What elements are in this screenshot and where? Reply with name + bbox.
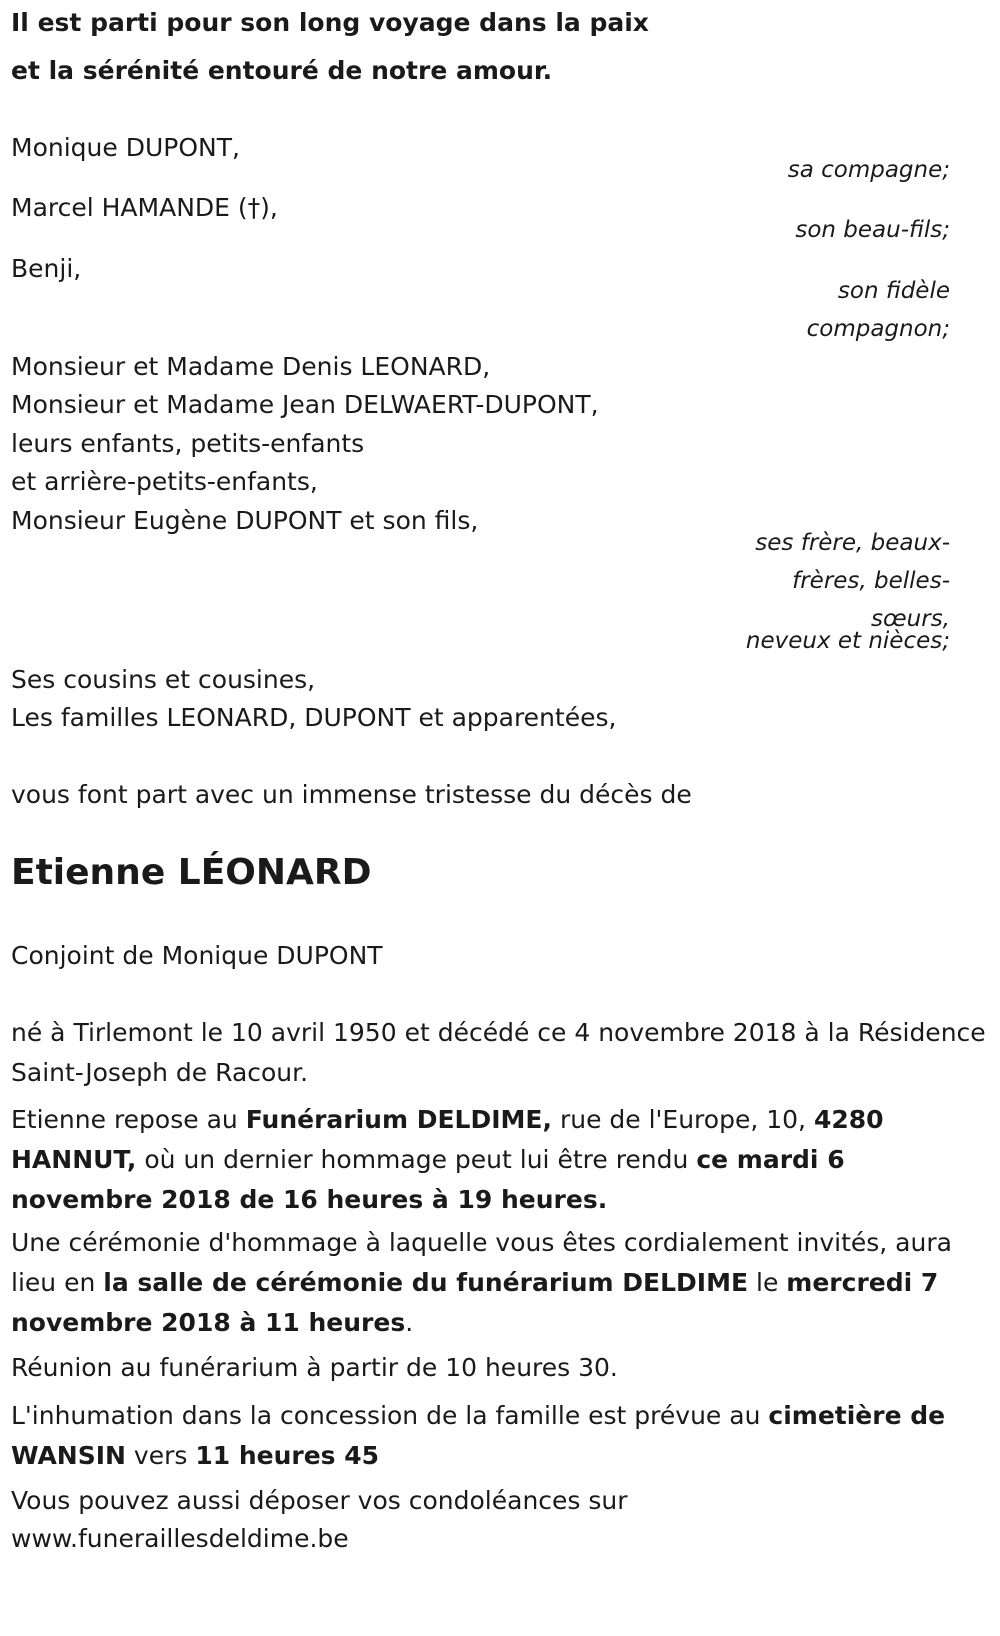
visitation-paragraph: Etienne repose au Funérarium DELDIME, rue de l'Europe, 10, 4280 HANNUT, où un dernier hommage peut lui être rendu ce mardi 6 novembre 2018 de 16 heures à 19 heures. xyxy=(11,1105,884,1214)
siblings-role-line: ses frère, beaux- xyxy=(755,530,950,556)
meeting-paragraph: Réunion au funérarium à partir de 10 heures 30. xyxy=(11,1353,618,1382)
burial-paragraph: L'inhumation dans la concession de la famille est prévue au cimetière de WANSIN vers 11 heures 45 xyxy=(11,1401,946,1470)
sibling-line: Monsieur et Madame Denis LEONARD, xyxy=(11,352,491,381)
sibling-line: Monsieur et Madame Jean DELWAERT-DUPONT, xyxy=(11,390,599,419)
sibling-line: Monsieur Eugène DUPONT et son fils, xyxy=(11,506,479,535)
siblings-role-line: frères, belles- xyxy=(792,568,950,594)
sibling-line: et arrière-petits-enfants, xyxy=(11,467,318,496)
family-role-marcel: son beau-fils; xyxy=(795,217,950,243)
family-name-monique: Monique DUPONT, xyxy=(11,133,240,162)
ceremony-paragraph: Une cérémonie d'hommage à laquelle vous êtes cordialement invités, aura lieu en la salle de cérémonie du funérarium DELDIME le mercredi 7 novembre 2018 à 11 heures. xyxy=(11,1228,952,1337)
announcement: vous font part avec un immense tristesse du décès de xyxy=(11,780,692,809)
cousins-line: Les familles LEONARD, DUPONT et apparentées, xyxy=(11,703,617,732)
spouse-line: Conjoint de Monique DUPONT xyxy=(11,941,383,970)
condolences-line: Vous pouvez aussi déposer vos condoléances sur xyxy=(11,1486,628,1515)
family-role-monique: sa compagne; xyxy=(787,157,950,183)
intro-line-2: et la sérénité entouré de notre amour. xyxy=(11,56,553,85)
family-name-marcel: Marcel HAMANDE (†), xyxy=(11,193,278,222)
siblings-role-line: sœurs, xyxy=(871,606,950,632)
intro-line-1: Il est parti pour son long voyage dans la paix xyxy=(11,8,649,37)
deceased-name: Etienne LÉONARD xyxy=(11,852,372,893)
family-role-benji-1: son fidèle xyxy=(837,278,950,304)
sibling-line: leurs enfants, petits-enfants xyxy=(11,429,365,458)
birth-death-paragraph: né à Tirlemont le 10 avril 1950 et décédé ce 4 novembre 2018 à la Résidence Saint-Joseph de Racour. xyxy=(11,1018,986,1087)
cousins-line: Ses cousins et cousines, xyxy=(11,665,316,694)
condolences-website-link[interactable]: www.funeraillesdeldime.be xyxy=(11,1524,349,1553)
siblings-role-line: neveux et nièces; xyxy=(745,628,950,654)
family-role-benji-2: compagnon; xyxy=(806,316,950,342)
family-name-benji: Benji, xyxy=(11,254,82,283)
